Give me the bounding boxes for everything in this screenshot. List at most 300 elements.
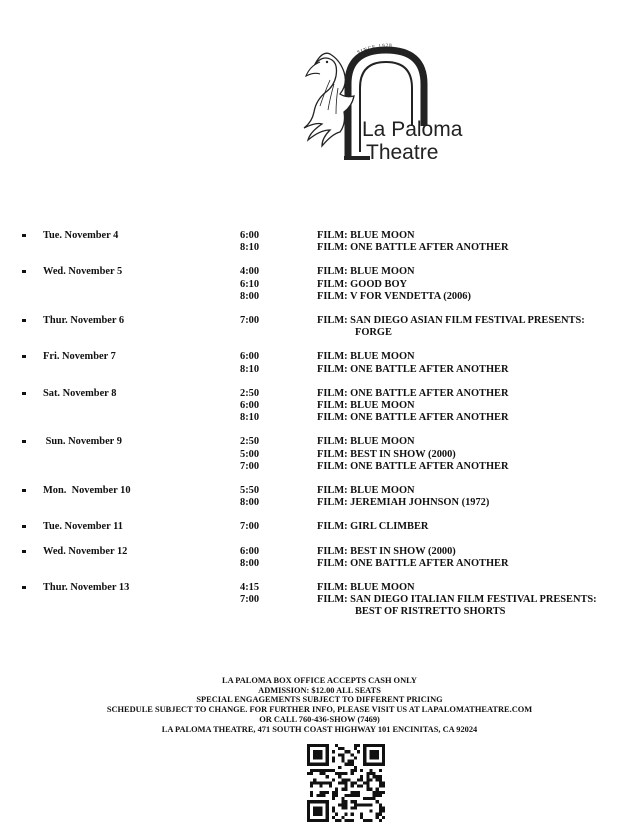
showing-time: 2:50 bbox=[240, 387, 260, 399]
qr-module bbox=[332, 750, 335, 753]
showing-film bbox=[317, 497, 489, 509]
bullet-icon bbox=[22, 392, 26, 395]
qr-module bbox=[357, 744, 360, 747]
qr-module bbox=[313, 769, 316, 772]
schedule-day bbox=[0, 485, 639, 509]
qr-module bbox=[319, 785, 322, 788]
footer-cash-only: LA PALOMA BOX OFFICE ACCEPTS CASH ONLY bbox=[222, 676, 417, 685]
qr-module bbox=[357, 794, 360, 797]
day-label: Thur. November 13 bbox=[43, 582, 130, 594]
schedule-day bbox=[0, 230, 639, 254]
qr-module bbox=[341, 781, 344, 784]
film-title: FILM: JEREMIAH JOHNSON (1972) bbox=[317, 497, 490, 509]
qr-module bbox=[366, 788, 369, 791]
qr-module bbox=[338, 775, 341, 778]
footer-schedule-note: SCHEDULE SUBJECT TO CHANGE. FOR FURTHER INFO, PLEASE VISIT US AT LAPALOMATHEATRE.COM bbox=[106, 705, 533, 715]
qr-finder-center bbox=[313, 806, 322, 815]
bullet-icon bbox=[22, 525, 26, 528]
qr-module bbox=[332, 810, 335, 813]
qr-module bbox=[338, 766, 341, 769]
qr-module bbox=[310, 781, 313, 784]
qr-module bbox=[363, 797, 366, 800]
showing-time: 7:00 bbox=[240, 460, 260, 472]
showing-film bbox=[317, 558, 508, 570]
qr-module bbox=[382, 816, 385, 819]
qr-module bbox=[338, 781, 341, 784]
footer-admission: ADMISSION: $12.00 ALL SEATS bbox=[258, 685, 381, 695]
qr-module bbox=[366, 781, 369, 784]
film-title: FILM: ONE BATTLE AFTER ANOTHER bbox=[317, 387, 509, 399]
logo-title-line1: La Paloma bbox=[362, 118, 463, 141]
showing-row bbox=[240, 279, 639, 291]
qr-module bbox=[332, 797, 335, 800]
qr-module bbox=[363, 819, 366, 822]
schedule-day bbox=[0, 388, 639, 425]
qr-module bbox=[354, 803, 357, 806]
qr-module bbox=[351, 763, 354, 766]
showing-time: 6:00 bbox=[240, 351, 260, 363]
schedule-day bbox=[0, 266, 639, 303]
bullet-icon bbox=[22, 489, 26, 492]
day-label: Sun. November 9 bbox=[43, 436, 122, 448]
showing-film bbox=[317, 412, 508, 424]
showing-row bbox=[240, 461, 639, 473]
qr-module bbox=[376, 791, 379, 794]
showing-row bbox=[240, 485, 639, 497]
qr-module bbox=[351, 760, 354, 763]
showing-row bbox=[240, 558, 639, 570]
day-label: Sat. November 8 bbox=[43, 387, 117, 399]
qr-module bbox=[341, 788, 344, 791]
qr-module bbox=[332, 791, 335, 794]
qr-module bbox=[341, 803, 344, 806]
qr-module bbox=[379, 791, 382, 794]
showing-time: 8:10 bbox=[240, 242, 260, 254]
qr-module bbox=[316, 781, 319, 784]
day-label: Tue. November 11 bbox=[43, 521, 123, 533]
qr-module bbox=[376, 788, 379, 791]
qr-module bbox=[373, 775, 376, 778]
film-title: FILM: BLUE MOON bbox=[317, 582, 415, 594]
qr-module bbox=[351, 800, 354, 803]
film-title: FILM: V FOR VENDETTA (2006) bbox=[317, 290, 471, 302]
qr-module bbox=[344, 781, 347, 784]
qr-module bbox=[379, 813, 382, 816]
showing-row bbox=[240, 291, 639, 303]
showing-film bbox=[317, 388, 508, 400]
day-label: Fri. November 7 bbox=[43, 351, 116, 363]
qr-module bbox=[351, 819, 354, 822]
qr-module bbox=[326, 769, 329, 772]
bullet-icon bbox=[22, 550, 26, 553]
qr-module bbox=[319, 772, 322, 775]
showing-row bbox=[240, 351, 639, 363]
qr-module bbox=[310, 785, 313, 788]
showing-row bbox=[240, 315, 639, 339]
qr-module bbox=[323, 791, 326, 794]
showing-row bbox=[240, 388, 639, 400]
qr-module bbox=[366, 785, 369, 788]
showing-row bbox=[240, 594, 639, 618]
qr-module bbox=[344, 750, 347, 753]
qr-module bbox=[382, 781, 385, 784]
qr-module bbox=[379, 769, 382, 772]
bullet-icon bbox=[22, 355, 26, 358]
showing-film bbox=[317, 291, 471, 303]
showing-film bbox=[317, 521, 428, 533]
film-title: FILM: BLUE MOON bbox=[317, 230, 415, 241]
showing-time: 6:00 bbox=[240, 400, 260, 412]
showing-time: 6:00 bbox=[240, 230, 260, 241]
qr-module bbox=[341, 797, 344, 800]
logo-arc-text: SINCE 1928 bbox=[356, 43, 393, 56]
qr-module bbox=[354, 747, 357, 750]
qr-finder-center bbox=[369, 750, 378, 759]
qr-module bbox=[310, 772, 313, 775]
qr-module bbox=[357, 785, 360, 788]
qr-module bbox=[369, 819, 372, 822]
film-title: FILM: ONE BATTLE AFTER ANOTHER bbox=[317, 460, 509, 472]
qr-module bbox=[341, 816, 344, 819]
qr-module bbox=[332, 756, 335, 759]
bullet-icon bbox=[22, 234, 26, 237]
qr-module bbox=[376, 816, 379, 819]
qr-module bbox=[354, 766, 357, 769]
qr-module bbox=[366, 775, 369, 778]
showing-row bbox=[240, 497, 639, 509]
schedule-day bbox=[0, 351, 639, 375]
qr-module bbox=[344, 813, 347, 816]
qr-module bbox=[373, 791, 376, 794]
qr-module bbox=[360, 775, 363, 778]
qr-module bbox=[369, 810, 372, 813]
qr-code[interactable] bbox=[306, 744, 386, 822]
qr-module bbox=[376, 778, 379, 781]
qr-module bbox=[319, 769, 322, 772]
qr-module bbox=[344, 785, 347, 788]
qr-module bbox=[373, 772, 376, 775]
film-title-continued: BEST OF RISTRETTO SHORTS bbox=[355, 606, 506, 618]
film-title: FILM: BLUE MOON bbox=[317, 266, 415, 278]
showing-film bbox=[317, 546, 456, 558]
qr-module bbox=[316, 769, 319, 772]
showing-film bbox=[317, 266, 415, 278]
showing-row bbox=[240, 449, 639, 461]
showing-film bbox=[317, 594, 597, 618]
showing-time: 6:00 bbox=[240, 545, 260, 557]
qr-module bbox=[323, 769, 326, 772]
footer-info bbox=[0, 676, 639, 734]
showing-film bbox=[317, 461, 508, 473]
showing-row bbox=[240, 546, 639, 558]
showing-time: 2:50 bbox=[240, 436, 260, 448]
qr-module bbox=[369, 803, 372, 806]
schedule-day bbox=[0, 521, 639, 533]
qr-module bbox=[332, 769, 335, 772]
qr-module bbox=[354, 794, 357, 797]
qr-module bbox=[366, 797, 369, 800]
qr-module bbox=[344, 803, 347, 806]
qr-module bbox=[354, 806, 357, 809]
qr-module bbox=[348, 819, 351, 822]
qr-module bbox=[310, 769, 313, 772]
qr-module bbox=[373, 794, 376, 797]
qr-module bbox=[379, 806, 382, 809]
qr-module bbox=[354, 781, 357, 784]
qr-module bbox=[382, 810, 385, 813]
qr-module bbox=[373, 797, 376, 800]
film-title: FILM: BLUE MOON bbox=[317, 485, 415, 497]
qr-module bbox=[363, 803, 366, 806]
film-title: FILM: SAN DIEGO ASIAN FILM FESTIVAL PRESENTS: bbox=[317, 315, 585, 327]
schedule-day bbox=[0, 436, 639, 473]
footer-address: LA PALOMA THEATRE, 471 SOUTH COAST HIGHWAY 101 ENCINITAS, CA 92024 bbox=[161, 724, 478, 734]
qr-module bbox=[323, 781, 326, 784]
showing-time: 7:00 bbox=[240, 594, 260, 606]
day-label: Mon. November 10 bbox=[43, 485, 131, 497]
showing-time: 5:00 bbox=[240, 448, 260, 460]
qr-module bbox=[326, 775, 329, 778]
bullet-icon bbox=[22, 270, 26, 273]
qr-module bbox=[344, 794, 347, 797]
film-title: FILM: BLUE MOON bbox=[317, 436, 415, 448]
showing-row bbox=[240, 266, 639, 278]
qr-module bbox=[369, 797, 372, 800]
showing-row bbox=[240, 230, 639, 242]
showing-row bbox=[240, 412, 639, 424]
showing-time: 7:00 bbox=[240, 521, 260, 533]
qr-module bbox=[335, 813, 338, 816]
qr-module bbox=[354, 800, 357, 803]
qr-module bbox=[329, 781, 332, 784]
qr-module bbox=[379, 778, 382, 781]
film-title: FILM: BEST IN SHOW (2000) bbox=[317, 545, 456, 557]
qr-module bbox=[332, 760, 335, 763]
qr-module bbox=[357, 791, 360, 794]
qr-module bbox=[348, 760, 351, 763]
qr-module bbox=[338, 803, 341, 806]
showing-film bbox=[317, 400, 415, 412]
qr-module bbox=[338, 747, 341, 750]
qr-module bbox=[319, 781, 322, 784]
showing-time: 4:00 bbox=[240, 266, 260, 278]
film-title: FILM: ONE BATTLE AFTER ANOTHER bbox=[317, 363, 509, 375]
qr-module bbox=[338, 772, 341, 775]
qr-module bbox=[326, 791, 329, 794]
showing-time: 8:00 bbox=[240, 557, 260, 569]
qr-module bbox=[354, 756, 357, 759]
showing-time: 8:10 bbox=[240, 363, 260, 375]
qr-module bbox=[369, 772, 372, 775]
qr-module bbox=[376, 813, 379, 816]
showing-time: 8:00 bbox=[240, 497, 260, 509]
qr-module bbox=[341, 772, 344, 775]
footer-special-pricing: SPECIAL ENGAGEMENTS SUBJECT TO DIFFERENT PRICING bbox=[196, 695, 443, 705]
logo-title-line2: Theatre bbox=[366, 141, 439, 164]
qr-module bbox=[335, 791, 338, 794]
qr-module bbox=[341, 778, 344, 781]
qr-module bbox=[360, 778, 363, 781]
schedule-day bbox=[0, 315, 639, 339]
qr-module bbox=[360, 785, 363, 788]
qr-module bbox=[357, 803, 360, 806]
bullet-icon bbox=[22, 319, 26, 322]
showing-row bbox=[240, 436, 639, 448]
qr-module bbox=[329, 785, 332, 788]
film-title: FILM: SAN DIEGO ITALIAN FILM FESTIVAL PRESENTS: bbox=[317, 594, 597, 606]
qr-module bbox=[332, 816, 335, 819]
qr-module bbox=[344, 806, 347, 809]
qr-module bbox=[338, 753, 341, 756]
day-label: Thur. November 6 bbox=[43, 315, 125, 327]
qr-module bbox=[379, 810, 382, 813]
qr-module bbox=[354, 744, 357, 747]
showing-film bbox=[317, 582, 415, 594]
qr-module bbox=[360, 816, 363, 819]
qr-module bbox=[348, 778, 351, 781]
day-label: Tue. November 4 bbox=[43, 230, 119, 241]
showing-film bbox=[317, 279, 407, 291]
day-label: Wed. November 12 bbox=[43, 545, 128, 557]
film-title: FILM: GOOD BOY bbox=[317, 278, 408, 290]
qr-module bbox=[344, 772, 347, 775]
qr-module bbox=[319, 791, 322, 794]
showing-film bbox=[317, 230, 415, 242]
qr-module bbox=[369, 769, 372, 772]
qr-module bbox=[354, 769, 357, 772]
schedule-list bbox=[0, 230, 639, 631]
qr-module bbox=[363, 781, 366, 784]
qr-module bbox=[366, 803, 369, 806]
showing-row bbox=[240, 521, 639, 533]
qr-module bbox=[341, 747, 344, 750]
schedule-day bbox=[0, 582, 639, 619]
qr-module bbox=[316, 794, 319, 797]
qr-module bbox=[379, 819, 382, 822]
schedule-day bbox=[0, 546, 639, 570]
film-title: FILM: ONE BATTLE AFTER ANOTHER bbox=[317, 242, 509, 254]
qr-module bbox=[310, 794, 313, 797]
qr-module bbox=[332, 794, 335, 797]
qr-module bbox=[376, 775, 379, 778]
qr-module bbox=[344, 788, 347, 791]
qr-module bbox=[357, 778, 360, 781]
showing-time: 5:50 bbox=[240, 485, 260, 497]
film-title: FILM: BLUE MOON bbox=[317, 351, 415, 363]
qr-finder-center bbox=[313, 750, 322, 759]
qr-module bbox=[344, 778, 347, 781]
showing-film bbox=[317, 436, 415, 448]
showing-film bbox=[317, 242, 508, 254]
qr-module bbox=[341, 806, 344, 809]
qr-module bbox=[310, 791, 313, 794]
qr-module bbox=[376, 800, 379, 803]
qr-module bbox=[382, 791, 385, 794]
qr-module bbox=[313, 778, 316, 781]
bullet-icon bbox=[22, 440, 26, 443]
film-title: FILM: GIRL CLIMBER bbox=[317, 521, 429, 533]
qr-module bbox=[369, 788, 372, 791]
showing-row bbox=[240, 242, 639, 254]
qr-module bbox=[366, 772, 369, 775]
qr-module bbox=[323, 794, 326, 797]
qr-module bbox=[341, 756, 344, 759]
qr-module bbox=[351, 772, 354, 775]
qr-module bbox=[379, 794, 382, 797]
qr-module bbox=[335, 772, 338, 775]
qr-module bbox=[366, 778, 369, 781]
qr-module bbox=[341, 760, 344, 763]
qr-module bbox=[382, 785, 385, 788]
qr-module bbox=[354, 791, 357, 794]
qr-module bbox=[351, 813, 354, 816]
qr-module bbox=[335, 794, 338, 797]
film-title: FILM: BEST IN SHOW (2000) bbox=[317, 448, 456, 460]
showing-row bbox=[240, 582, 639, 594]
qr-module bbox=[313, 781, 316, 784]
qr-module bbox=[326, 781, 329, 784]
qr-module bbox=[360, 769, 363, 772]
qr-module bbox=[335, 788, 338, 791]
qr-module bbox=[348, 750, 351, 753]
showing-time: 8:00 bbox=[240, 290, 260, 302]
qr-module bbox=[360, 803, 363, 806]
qr-module bbox=[382, 806, 385, 809]
qr-module bbox=[379, 803, 382, 806]
film-title: FILM: ONE BATTLE AFTER ANOTHER bbox=[317, 557, 509, 569]
qr-module bbox=[351, 753, 354, 756]
showing-row bbox=[240, 400, 639, 412]
qr-module bbox=[344, 800, 347, 803]
qr-module bbox=[348, 763, 351, 766]
qr-module bbox=[344, 763, 347, 766]
showing-time: 4:15 bbox=[240, 582, 260, 594]
qr-module bbox=[332, 778, 335, 781]
la-paloma-logo bbox=[300, 36, 490, 164]
showing-film bbox=[317, 364, 508, 376]
qr-module bbox=[335, 744, 338, 747]
qr-module bbox=[351, 806, 354, 809]
qr-module bbox=[344, 819, 347, 822]
qr-module bbox=[307, 772, 310, 775]
bullet-icon bbox=[22, 586, 26, 589]
qr-module bbox=[341, 753, 344, 756]
qr-module bbox=[376, 794, 379, 797]
qr-module bbox=[379, 785, 382, 788]
qr-module bbox=[351, 769, 354, 772]
qr-module bbox=[351, 781, 354, 784]
film-title: FILM: ONE BATTLE AFTER ANOTHER bbox=[317, 412, 509, 424]
qr-module bbox=[332, 806, 335, 809]
qr-module bbox=[369, 778, 372, 781]
showing-film bbox=[317, 449, 456, 461]
qr-module bbox=[379, 781, 382, 784]
qr-module bbox=[366, 819, 369, 822]
qr-module bbox=[351, 791, 354, 794]
qr-module bbox=[323, 772, 326, 775]
qr-module bbox=[351, 785, 354, 788]
qr-module bbox=[379, 775, 382, 778]
qr-module bbox=[329, 769, 332, 772]
showing-time: 6:10 bbox=[240, 278, 260, 290]
qr-module bbox=[357, 750, 360, 753]
qr-module bbox=[338, 819, 341, 822]
showing-time: 8:10 bbox=[240, 412, 260, 424]
film-title-continued: FORGE bbox=[355, 327, 392, 339]
showing-film bbox=[317, 485, 415, 497]
qr-module bbox=[335, 819, 338, 822]
showing-film bbox=[317, 315, 585, 339]
